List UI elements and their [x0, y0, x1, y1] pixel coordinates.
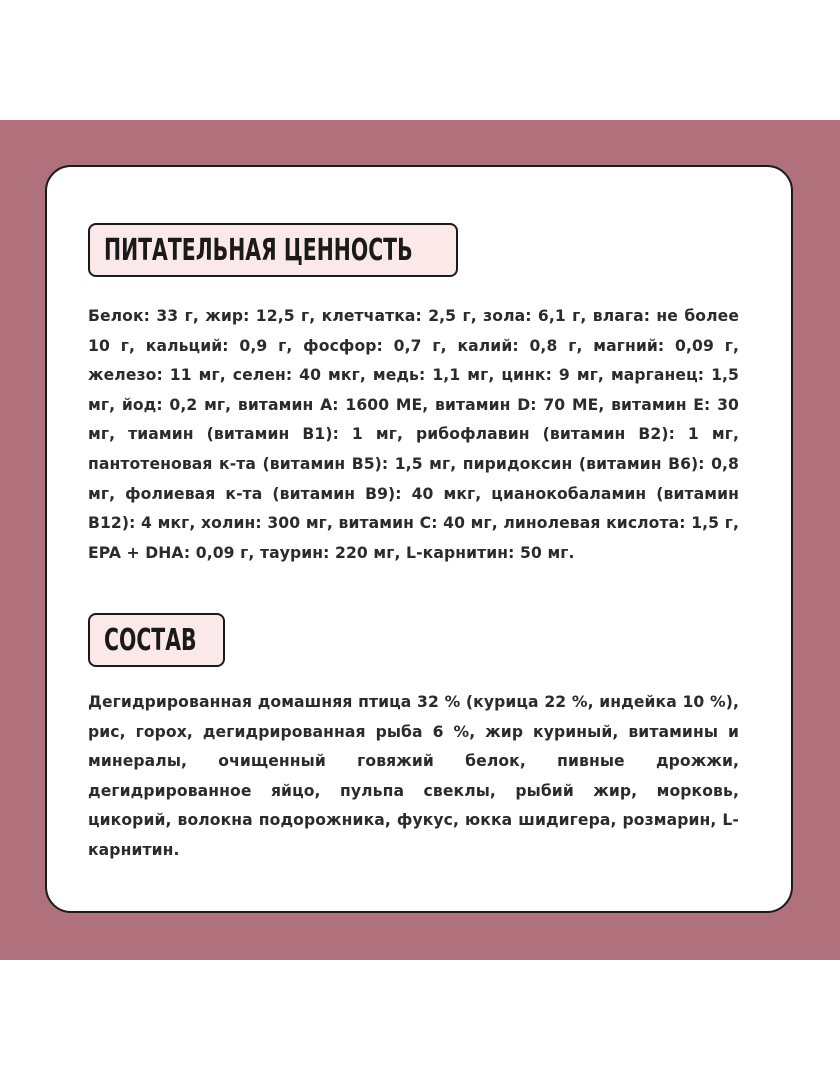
composition-text: Дегидрированная домашняя птица 32 % (курица 22 %, индейка 10 %), рис, горох, дегидрированная рыба 6 %, жир куриный, витамины и минералы, очищенный говяжий белок, пивные дрожжи, дегидрированное яйцо, пульпа свеклы, рыбий жир, морковь, цикорий, волокна подорожника, фукус, юкка шидигера, розмарин, L-карнитин. [88, 693, 739, 859]
composition-heading [88, 613, 225, 667]
nutrition-text: Белок: 33 г, жир: 12,5 г, клетчатка: 2,5 г, зола: 6,1 г, влага: не более 10 г, кальций: 0,9 г, фосфор: 0,7 г, калий: 0,8 г, магний: 0,09 г, железо: 11 мг, селен: 40 мкг, медь: 1,1 мг, цинк: 9 мг, марганец: 1,5 мг, йод: 0,2 мг, витамин А: 1600 МЕ, витамин D: 70 МЕ, витамин Е: 30 мг, тиамин (витамин В1): 1 мг, рибофлавин (витамин В2): 1 мг, пантотеновая к-та (витамин В5): 1,5 мг, пиридоксин (витамин В6): 0,8 мг, фолиевая к-та (витамин В9): 40 мкг, цианокобаламин (витамин В12): 4 мкг, холин: 300 мг, витамин С: 40 мг, линолевая кислота: 1,5 г, EPA + DHA: 0,09 г, таурин: 220 мг, L-карнитин: 50 мг. [88, 307, 739, 562]
nutrition-title: ПИТАТЕЛЬНАЯ ЦЕННОСТЬ [104, 232, 413, 268]
composition-title: СОСТАВ [104, 622, 197, 658]
info-card [45, 165, 793, 913]
nutrition-heading [88, 223, 458, 277]
